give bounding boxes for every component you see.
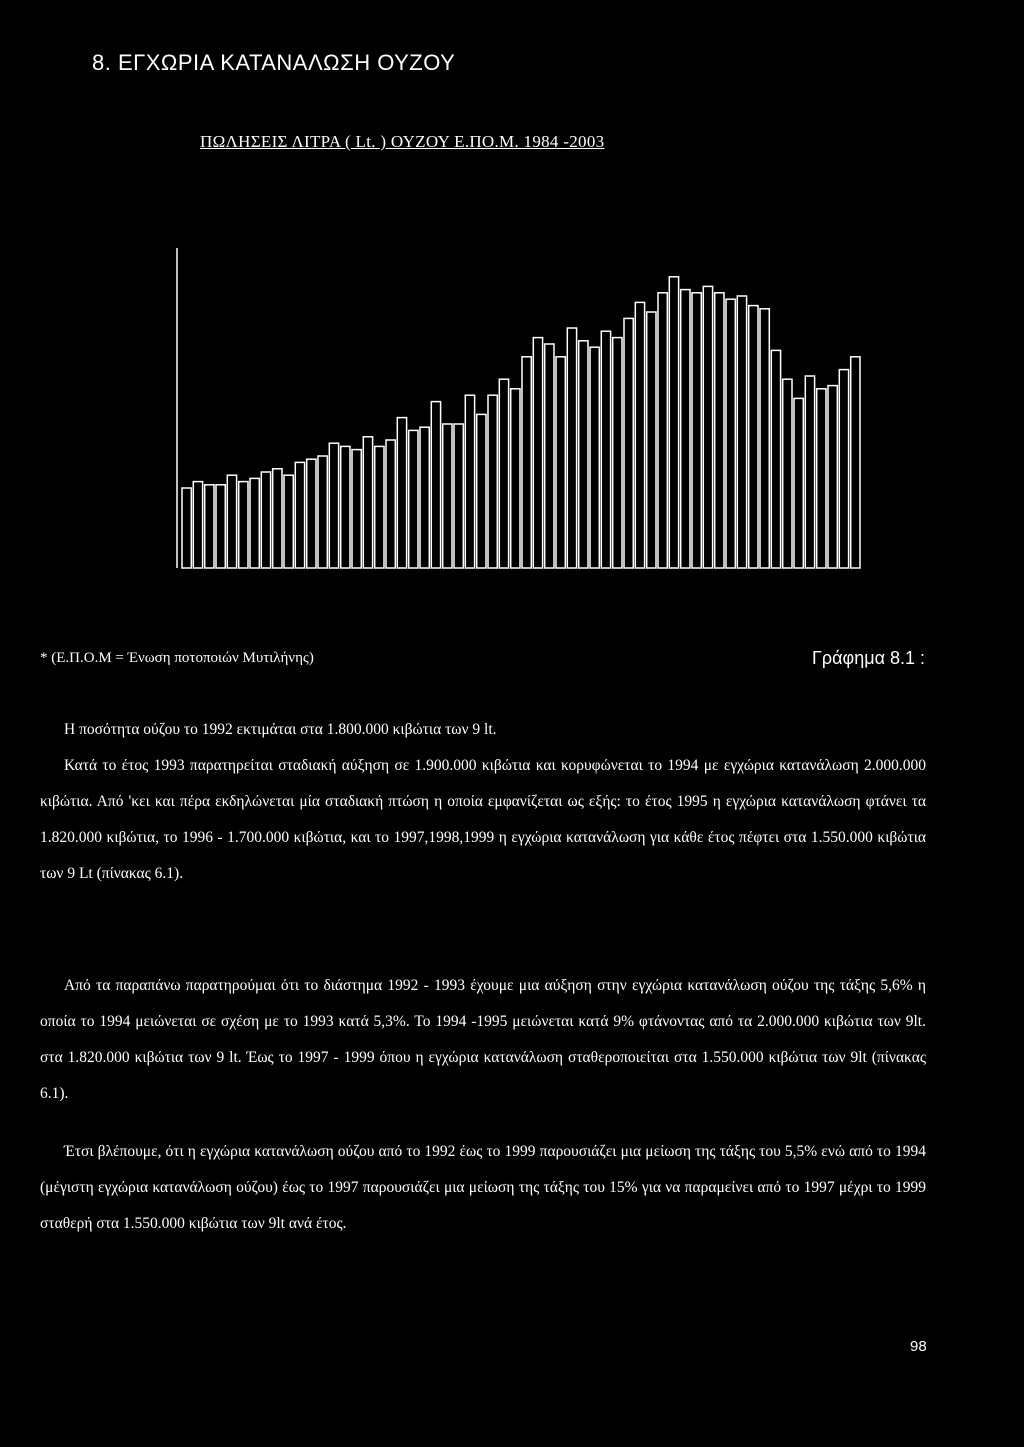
bar-11-series-3	[545, 344, 554, 568]
page-number: 98	[910, 1338, 927, 1355]
bar-8-series-3	[443, 424, 452, 568]
bar-chart	[150, 240, 870, 580]
bar-17-series-1	[726, 299, 735, 568]
bar-12-series-3	[579, 341, 588, 568]
bar-9-series-3	[477, 414, 486, 568]
figure-reference: Γράφημα 8.1 :	[812, 648, 926, 668]
paragraph-1	[40, 712, 926, 748]
bar-19-series-2	[805, 376, 814, 568]
bar-3-series-3	[273, 469, 282, 568]
paragraph-3	[40, 968, 926, 1112]
bar-14-series-1	[624, 318, 633, 568]
paragraph-4-text: Έτσι βλέπουμε, ότι η εγχώρια κατανάλωση ούζου από το 1992 έως το 1999 παρουσιάζει μια μείωση της τάξης του 5,5% ενώ από το 1994 (μέγιστη εγχώρια κατανάλωση ούζου) έως το 1997 παρουσιάζει μια μείωση της τάξης του 15% για να παραμείνει από το 1997 μέχρι το 1999 σταθερή στα 1.550.000 κιβώτια των 9lt ανά έτος.	[40, 1143, 926, 1232]
bar-7-series-1	[386, 440, 395, 568]
bar-18-series-1	[760, 309, 769, 568]
bar-16-series-1	[692, 293, 701, 568]
bar-12-series-1	[556, 357, 565, 568]
bar-8-series-2	[431, 402, 440, 568]
bar-2-series-1	[216, 485, 225, 568]
bar-6-series-1	[352, 450, 361, 568]
bar-9-series-2	[465, 395, 474, 568]
paragraph-2-text: Κατά το έτος 1993 παρατηρείται σταδιακή αύξηση σε 1.900.000 κιβώτια και κορυφώνεται το 1994 με εγχώρια κατανάλωση 2.000.000 κιβώτια. Από 'κει και πέρα εκδηλώνεται μία σταδιακή πτώση η οποία εμφανίζεται ως εξής: το έτος 1995 η εγχώρια κατανάλωση φτάνει τα 1.820.000 κιβώτια, το 1996 - 1.700.000 κιβώτια, και το 1997,1998,1999 η εγχώρια κατανάλωση για κάθε έτος πέφτει στα 1.550.000 κιβώτια των 9 Lt (πίνακας 6.1).	[40, 757, 926, 882]
bar-10-series-3	[511, 389, 520, 568]
bar-16-series-2	[703, 286, 712, 568]
bar-12-series-2	[567, 328, 576, 568]
chart-title: ΠΩΛΗΣΕΙΣ ΛΙΤΡΑ ( Lt. ) ΟΥΖΟΥ Ε.ΠΟ.Μ. 1984 -2003	[200, 132, 605, 151]
bar-20-series-3	[851, 357, 860, 568]
bar-3-series-2	[261, 472, 270, 568]
bar-17-series-3	[749, 306, 758, 568]
bar-10-series-1	[488, 395, 497, 568]
bar-15-series-1	[658, 293, 667, 568]
bar-20-series-1	[828, 386, 837, 568]
bar-13-series-1	[590, 347, 599, 568]
paragraph-3-text: Από τα παραπάνω παρατηρούμαι ότι το διάστημα 1992 - 1993 έχουμε μια αύξηση στην εγχώρια κατανάλωση ούζου της τάξης 5,6% η οποία το 1994 μειώνεται σε σχέση με το 1993 κατά 5,3%. Το 1994 -1995 μειώνεται κατά 9% φτάνοντας από τα 2.000.000 κιβώτια των 9lt. στα 1.820.000 κιβώτια των 9 lt. Έως το 1997 - 1999 όπου η εγχώρια κατανάλωση σταθεροποιείται στα 1.550.000 κιβώτια των 9lt (πίνακας 6.1).	[40, 977, 926, 1102]
bar-19-series-1	[794, 398, 803, 568]
bar-15-series-3	[681, 290, 690, 568]
paragraph-2	[40, 748, 926, 892]
bar-4-series-2	[295, 462, 304, 568]
bar-5-series-1	[318, 456, 327, 568]
bars-group	[182, 277, 860, 568]
footnote: * (Ε.Π.Ο.Μ = Ένωση ποτοποιών Μυτιλήνης)	[40, 650, 314, 666]
section-heading: 8. ΕΓΧΩΡΙΑ ΚΑΤΑΝΑΛΩΣΗ ΟΥΖΟΥ	[92, 50, 456, 75]
bar-13-series-2	[601, 331, 610, 568]
bar-8-series-1	[420, 427, 429, 568]
bar-4-series-1	[284, 475, 293, 568]
bar-2-series-2	[227, 475, 236, 568]
bar-3-series-1	[250, 478, 259, 568]
bar-20-series-2	[839, 370, 848, 568]
bar-5-series-3	[341, 446, 350, 568]
bar-11-series-1	[522, 357, 531, 568]
paragraph-4	[40, 1134, 926, 1242]
bar-18-series-3	[783, 379, 792, 568]
bar-7-series-3	[409, 430, 418, 568]
bar-19-series-3	[817, 389, 826, 568]
bar-18-series-2	[771, 350, 780, 568]
bar-11-series-2	[533, 338, 542, 568]
bar-17-series-2	[737, 296, 746, 568]
bar-1-series-1	[182, 488, 191, 568]
bar-5-series-2	[329, 443, 338, 568]
paragraph-1-text: Η ποσότητα ούζου το 1992 εκτιμάται στα 1.800.000 κιβώτια των 9 lt.	[64, 721, 497, 738]
bar-16-series-3	[715, 293, 724, 568]
bar-6-series-2	[363, 437, 372, 568]
bar-4-series-3	[307, 459, 316, 568]
bar-14-series-3	[647, 312, 656, 568]
bar-10-series-2	[499, 379, 508, 568]
bar-14-series-2	[635, 302, 644, 568]
bar-9-series-1	[454, 424, 463, 568]
bar-1-series-3	[205, 485, 214, 568]
bar-6-series-3	[375, 446, 384, 568]
bar-2-series-3	[239, 482, 248, 568]
bar-15-series-2	[669, 277, 678, 568]
bar-7-series-2	[397, 418, 406, 568]
bar-1-series-2	[193, 482, 202, 568]
bar-13-series-3	[613, 338, 622, 568]
